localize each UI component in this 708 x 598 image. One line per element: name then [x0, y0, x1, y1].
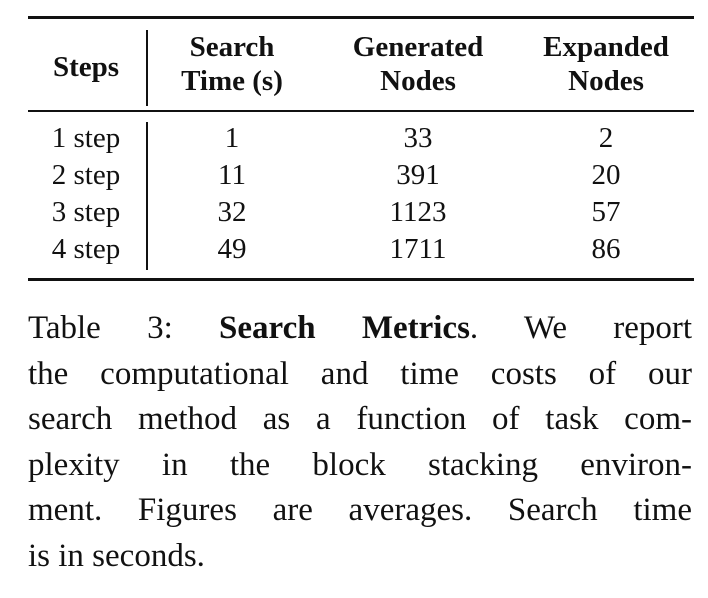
- header-expanded-nodes-line2: Nodes: [568, 65, 644, 97]
- caption-line: is in seconds.: [28, 537, 205, 574]
- table-cell: 1711: [389, 233, 447, 265]
- caption-line: ment. Figures are averages. Search time: [28, 492, 692, 528]
- header-steps-label: Steps: [52, 51, 120, 83]
- table-cell: 1123: [389, 196, 447, 228]
- header-search-time-line2: Time (s): [181, 65, 283, 97]
- caption-title: Search Metrics: [219, 310, 470, 346]
- table-header-divider: [146, 30, 148, 106]
- table-cell: 11: [218, 159, 246, 191]
- table-cell: 2 step: [51, 159, 121, 191]
- table-cell: 3 step: [51, 196, 121, 228]
- header-generated-nodes: [318, 30, 518, 98]
- caption-label: Table 3:: [28, 310, 173, 346]
- table-cell: 32: [217, 196, 247, 228]
- caption-line: plexity in the block stacking environ-: [28, 446, 692, 483]
- table-bottom-rule: [28, 278, 694, 281]
- header-search-time: [156, 30, 308, 98]
- header-search-time-line1: Search: [189, 31, 275, 63]
- table-cell: 391: [396, 159, 440, 191]
- caption-line: search method as a function of task com-: [28, 401, 692, 437]
- caption-title-tail: . We report: [469, 310, 693, 346]
- header-generated-nodes-line1: Generated: [352, 31, 484, 63]
- table-cell: 86: [591, 233, 621, 265]
- table-header-rule: [28, 110, 694, 112]
- table-cell: 4 step: [51, 233, 121, 265]
- table-cell: 2: [598, 122, 614, 154]
- table-body-divider: [146, 122, 148, 270]
- table-cell: 33: [403, 122, 433, 154]
- caption-line: [28, 306, 692, 352]
- header-generated-nodes-line2: Nodes: [380, 65, 456, 97]
- table-cell: 20: [591, 159, 621, 191]
- header-expanded-nodes: [518, 30, 694, 98]
- header-expanded-nodes-line1: Expanded: [543, 31, 669, 63]
- table-cell: 1: [224, 122, 240, 154]
- table-top-rule: [28, 16, 694, 19]
- table-cell: 57: [591, 196, 621, 228]
- table-cell: 49: [217, 233, 247, 265]
- caption-line: the computational and time costs of our: [28, 355, 692, 392]
- table-cell: 1 step: [51, 122, 121, 154]
- header-steps: [28, 50, 144, 84]
- table-caption: [28, 306, 692, 579]
